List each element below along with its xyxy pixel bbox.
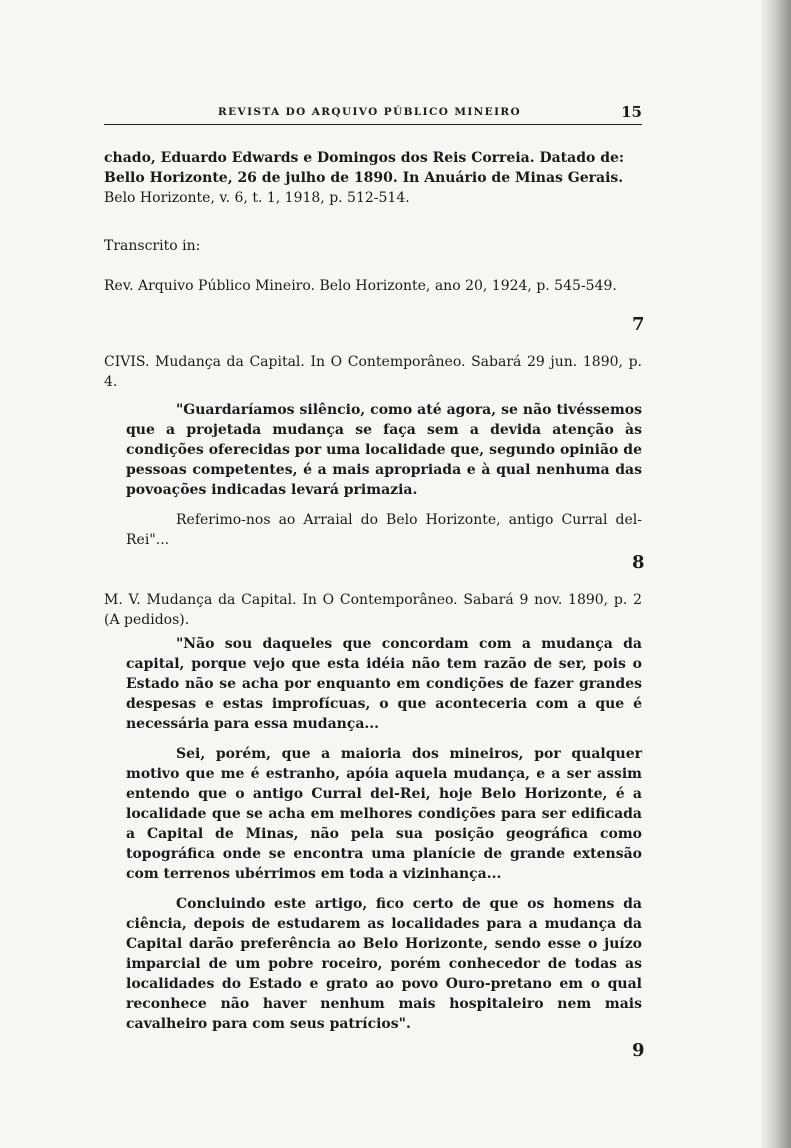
quote-paragraph: "Não sou daqueles que concordam com a mudança da capital, porque vejo que esta idéia não tem razão de ser, pois o Estado não se acha por enquanto em condições de fazer grandes despesas e estas improfícuas, o que aconteceria com a que é necessária para essa mudança...	[126, 636, 642, 732]
quote-paragraph: Referimo-nos ao Arraial do Belo Horizonte, antigo Curral del-Rei"...	[126, 512, 642, 548]
reference-continued	[104, 148, 642, 208]
entry-number-8: 8	[632, 552, 645, 573]
page-number: 15	[621, 103, 642, 121]
citation-text: M. V. Mudança da Capital. In O Contemporâneo. Sabará 9 nov. 1890, p. 2 (A pedidos).	[104, 592, 642, 628]
transcribed-source-text: Rev. Arquivo Público Mineiro. Belo Horizonte, ano 20, 1924, p. 545-549.	[104, 278, 617, 294]
running-head: REVISTA DO ARQUIVO PÚBLICO MINEIRO	[218, 106, 522, 118]
reference-line: Bello Horizonte, 26 de julho de 1890. In Anuário de Minas Gerais.	[104, 170, 624, 186]
entry-8-citation	[104, 590, 642, 630]
entry-number-7: 7	[632, 314, 645, 335]
transcribed-label-text: Transcrito in:	[104, 238, 201, 254]
entry-7-quote	[104, 400, 642, 550]
book-edge-shadow	[761, 0, 791, 1148]
page-header	[104, 103, 642, 125]
entry-7-citation	[104, 352, 642, 392]
transcribed-source	[104, 276, 642, 296]
entry-number-9: 9	[632, 1040, 645, 1061]
quote-paragraph: "Guardaríamos silêncio, como até agora, se não tivéssemos que a projetada mudança se faça sem a devida atenção às condições oferecidas por uma localidade que, segundo opinião de pessoas competentes, é a mais apropriada e à qual nenhuma das povoações indicadas levará primazia.	[126, 402, 642, 498]
reference-line: chado, Eduardo Edwards e Domingos dos Reis Correia. Datado de:	[104, 150, 625, 166]
quote-paragraph: Sei, porém, que a maioria dos mineiros, por qualquer motivo que me é estranho, apóia aquela mudança, e a ser assim entendo que o antigo Curral del-Rei, hoje Belo Horizonte, é a localidade que se acha em melhores condições para ser edificada a Capital de Minas, não pela sua posição geográfica como topográfica onde se encontra uma planície de grande extensão com terrenos ubérrimos em toda a vizinhança...	[126, 746, 642, 882]
transcribed-label	[104, 236, 642, 256]
quote-paragraph: Concluindo este artigo, fico certo de que os homens da ciência, depois de estudarem as localidades para a mudança da Capital darão preferência ao Belo Horizonte, sendo esse o juízo imparcial de um pobre roceiro, porém conhecedor de todas as localidades do Estado e grato ao povo Ouro-pretano em o qual reconhece não haver nenhum mais hospitaleiro nem mais cavalheiro para com seus patrícios".	[126, 896, 642, 1032]
citation-text: CIVIS. Mudança da Capital. In O Contemporâneo. Sabará 29 jun. 1890, p. 4.	[104, 354, 642, 390]
reference-line: Belo Horizonte, v. 6, t. 1, 1918, p. 512-514.	[104, 190, 410, 206]
entry-8-quote	[104, 634, 642, 1034]
